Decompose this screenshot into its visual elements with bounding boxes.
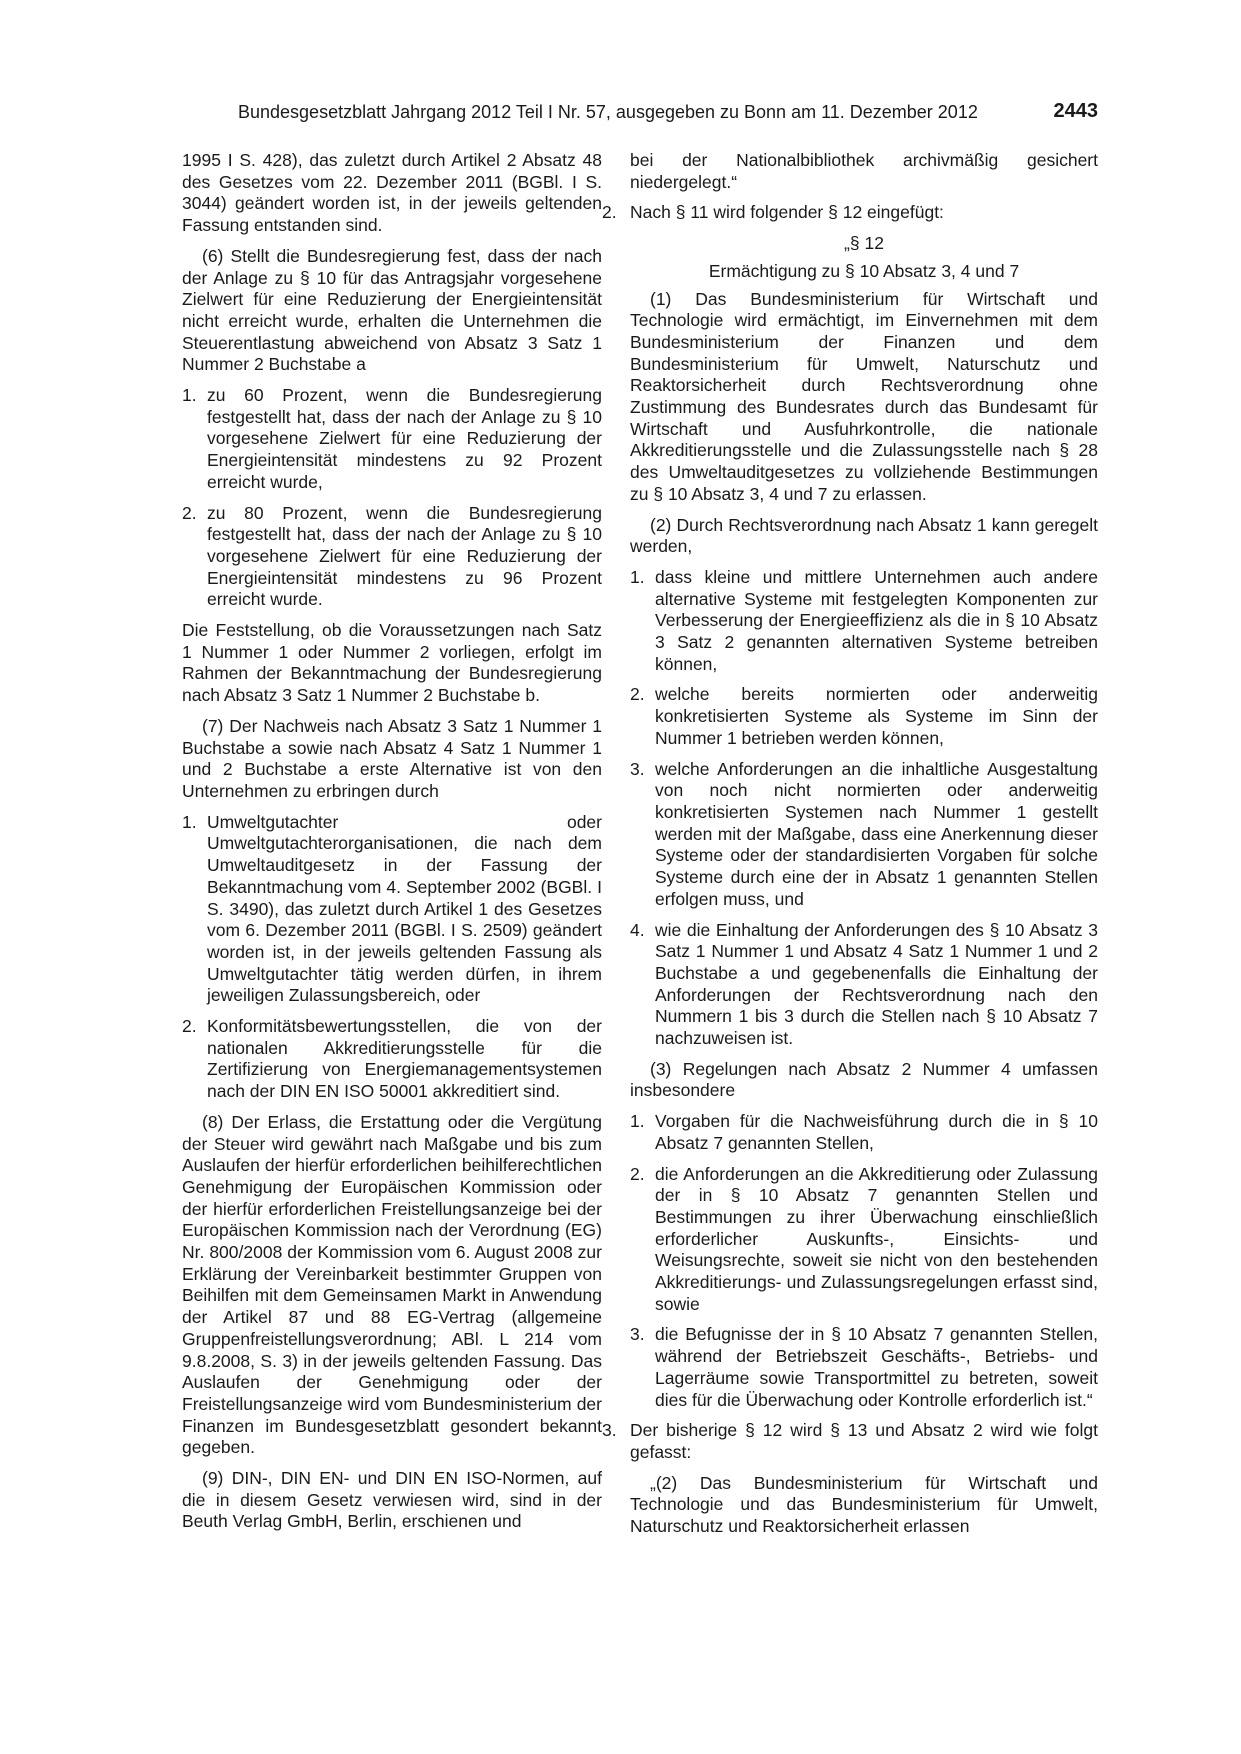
list-number: 1. xyxy=(182,385,197,406)
list-text: zu 80 Prozent, wenn die Bundesregierung festgestellt hat, dass der nach der Anlage zu § 10 vorgesehene Zielwert für eine Reduzierung der Energieintensität mindestens zu 96 Prozent erreicht wurde. xyxy=(207,502,602,610)
paragraph-9: (9) DIN-, DIN EN- und DIN EN ISO-Normen, auf die in diesem Gesetz verwiesen wird, sind in der Beuth Verlag GmbH, Berlin, erschienen und xyxy=(182,1468,602,1532)
list-number: 2. xyxy=(630,1163,645,1184)
list-item xyxy=(630,684,1098,749)
paragraph-7: (7) Der Nachweis nach Absatz 3 Satz 1 Nummer 1 Buchstabe a sowie nach Absatz 4 Satz 1 Nummer 1 und 2 Buchstabe a erste Alternative ist von den Unternehmen zu erbringen durch xyxy=(182,715,602,801)
paragraph-8: (8) Der Erlass, die Erstattung oder die Vergütung der Steuer wird gewährt nach Maßgabe und bis zum Auslaufen der hierfür erforderlichen beihilferechtlichen Genehmigung der Europäischen Kommission oder der hierfür erforderlichen Freistellungsanzeige bei der Europäischen Kommission nach der Verordnung (EG) Nr. 800/2008 der Kommission vom 6. August 2008 zur Erklärung der Vereinbarkeit bestimmter Gruppen von Beihilfen mit dem Gemeinsamen Markt in Anwendung der Artikel 87 und 88 EG-Vertrag (allgemeine Gruppenfreistellungsverordnung; ABl. L 214 vom 9.8.2008, S. 3) in der jeweils geltenden Fassung. Das Auslaufen der Genehmigung oder der Freistellungsanzeige wird vom Bundesministerium der Finanzen im Bundesgesetzblatt gesondert bekannt gegeben. xyxy=(182,1111,602,1458)
list-item xyxy=(630,759,1098,911)
list-number: 2. xyxy=(182,1016,197,1037)
list-number: 3. xyxy=(630,1324,645,1345)
list-item xyxy=(602,1420,1098,1463)
left-column xyxy=(182,150,602,1542)
list-item xyxy=(182,385,602,494)
list-number: 4. xyxy=(630,919,645,940)
list-number: 2. xyxy=(602,202,617,223)
list-number: 2. xyxy=(630,684,645,705)
list-text: Umweltgutachter oder Umweltgutachterorganisationen, die nach dem Umweltauditgesetz in der Fassung der Bekanntmachung vom 4. September 2002 (BGBl. I S. 3490), das zuletzt durch Artikel 1 des Gesetzes vom 6. Dezember 2011 (BGBl. I S. 2509) geändert worden ist, in der jeweils geltenden Fassung als Umweltgutachter tätig werden dürfen, in ihrem jeweiligen Zulassungsbereich, oder xyxy=(207,811,602,1006)
list-item xyxy=(182,503,602,612)
header-title: Bundesgesetzblatt Jahrgang 2012 Teil I Nr. 57, ausgegeben zu Bonn am 11. Dezember 2012 xyxy=(238,102,978,122)
list-number: 1. xyxy=(630,566,645,587)
list-item xyxy=(630,1324,1098,1411)
paragraph-3: (3) Regelungen nach Absatz 2 Nummer 4 umfassen insbesondere xyxy=(630,1058,1098,1101)
list-text: die Befugnisse der in § 10 Absatz 7 genannten Stellen, während der Betriebszeit Geschäfts-, Betriebs- und Lagerräume sowie Transportmittel zu betreten, soweit dies für die Überwachung oder Kontrolle erforderlich ist.“ xyxy=(655,1324,1098,1410)
page-number: 2443 xyxy=(1053,100,1098,122)
list-item xyxy=(182,812,602,1007)
list-item xyxy=(630,1164,1098,1316)
list-number: 2. xyxy=(182,502,197,523)
page-header xyxy=(238,100,1098,130)
paragraph-2: (2) Durch Rechtsverordnung nach Absatz 1 kann geregelt werden, xyxy=(630,514,1098,557)
paragraph: bei der Nationalbibliothek archivmäßig gesichert niedergelegt.“ xyxy=(630,150,1098,192)
list-number: 3. xyxy=(602,1420,617,1441)
list-text: Konformitätsbewertungsstellen, die von der nationalen Akkreditierungsstelle für die Zertifizierung von Energiemanagementsystemen nach der DIN EN ISO 50001 akkreditiert sind. xyxy=(207,1016,602,1102)
list-text: dass kleine und mittlere Unternehmen auch andere alternative Systeme mit festgelegten Komponenten zur Verbesserung der Energieeffizienz als die in § 10 Absatz 3 Satz 2 genannten alternativen Systeme betreiben können, xyxy=(655,566,1098,674)
list-text: die Anforderungen an die Akkreditierung oder Zulassung der in § 10 Absatz 7 genannten Stellen und Bestimmungen zu ihrer Überwachung einschließlich erforderlicher Auskunfts-, Einsichts- und Weisungsrechte, soweit sie nicht von den bestehenden Akkreditierungs- und Zulassungsregelungen erfasst sind, sowie xyxy=(655,1163,1098,1314)
section-title: Ermächtigung zu § 10 Absatz 3, 4 und 7 xyxy=(708,260,1020,281)
paragraph-1: (1) Das Bundesministerium für Wirtschaft und Technologie wird ermächtigt, im Einvernehmen mit dem Bundesministerium der Finanzen und dem Bundesministerium für Umwelt, Naturschutz und Reaktorsicherheit durch Rechtsverordnung ohne Zustimmung des Bundesrates durch das Bundesamt für Wirtschaft und Ausfuhrkontrolle, die nationale Akkreditierungsstelle und die Zulassungsstelle nach § 28 des Umweltauditgesetzes zu vollziehende Bestimmungen zu § 10 Absatz 3, 4 und 7 zu erlassen. xyxy=(630,288,1098,504)
list-item xyxy=(630,567,1098,676)
paragraph-6: (6) Stellt die Bundesregierung fest, dass der nach der Anlage zu § 10 für das Antragsjahr vorgesehene Zielwert für eine Reduzierung der Energieintensität nicht erreicht wurde, erhalten die Unternehmen die Steuerentlastung abweichend von Absatz 3 Satz 1 Nummer 2 Buchstabe a xyxy=(182,245,602,375)
list-text: wie die Einhaltung der Anforderungen des § 10 Absatz 3 Satz 1 Nummer 1 und Absatz 4 Satz 1 Nummer 1 und 2 Buchstabe a und gegebenenfalls die Einhaltung der Anforderungen der Rechtsverordnung nach den Nummern 1 bis 3 durch die Stellen nach § 10 Absatz 7 nachzuweisen ist. xyxy=(655,919,1098,1049)
list-text: Der bisherige § 12 wird § 13 und Absatz 2 wird wie folgt gefasst: xyxy=(630,1420,1098,1462)
list-item xyxy=(602,202,1098,224)
list-text: welche Anforderungen an die inhaltliche Ausgestaltung von noch nicht normierten oder anderweitig konkretisierten Systemen nach Nummer 1 gestellt werden mit der Maßgabe, dass eine Anerkennung dieser Systeme oder der standardisierten Vorgaben für solche Systeme durch eine der in Absatz 1 genannten Stellen erfolgen muss, und xyxy=(655,758,1098,909)
section-number: „§ 12 xyxy=(844,233,884,254)
list-number: 3. xyxy=(630,758,645,779)
list-text: Vorgaben für die Nachweisführung durch die in § 10 Absatz 7 genannten Stellen, xyxy=(655,1111,1098,1153)
paragraph: Die Feststellung, ob die Voraussetzungen nach Satz 1 Nummer 1 oder Nummer 2 vorliegen, erfolgt im Rahmen der Bekanntmachung der Bundesregierung nach Absatz 3 Satz 1 Nummer 2 Buchstabe b. xyxy=(182,620,602,706)
list-item xyxy=(182,1016,602,1103)
list-item xyxy=(630,920,1098,1050)
list-text: zu 60 Prozent, wenn die Bundesregierung festgestellt hat, dass der nach der Anlage zu § 10 vorgesehene Zielwert für eine Reduzierung der Energieintensität mindestens zu 92 Prozent erreicht wurde, xyxy=(207,385,602,492)
list-text: welche bereits normierten oder anderweitig konkretisierten Systeme als Systeme im Sinn der Nummer 1 betrieben werden können, xyxy=(655,684,1098,748)
list-item xyxy=(630,1111,1098,1154)
list-number: 1. xyxy=(630,1111,645,1132)
list-number: 1. xyxy=(182,811,197,832)
right-column xyxy=(602,150,1098,1547)
list-text: Nach § 11 wird folgender § 12 eingefügt: xyxy=(630,202,944,223)
paragraph: 1995 I S. 428), das zuletzt durch Artikel 2 Absatz 48 des Gesetzes vom 22. Dezember 2011 (BGBl. I S. 3044) geändert worden ist, in der jeweils geltenden Fassung entstanden sind. xyxy=(182,150,602,236)
quoted-paragraph: „(2) Das Bundesministerium für Wirtschaft und Technologie und das Bundesministerium für Umwelt, Naturschutz und Reaktorsicherheit erlassen xyxy=(630,1472,1098,1537)
